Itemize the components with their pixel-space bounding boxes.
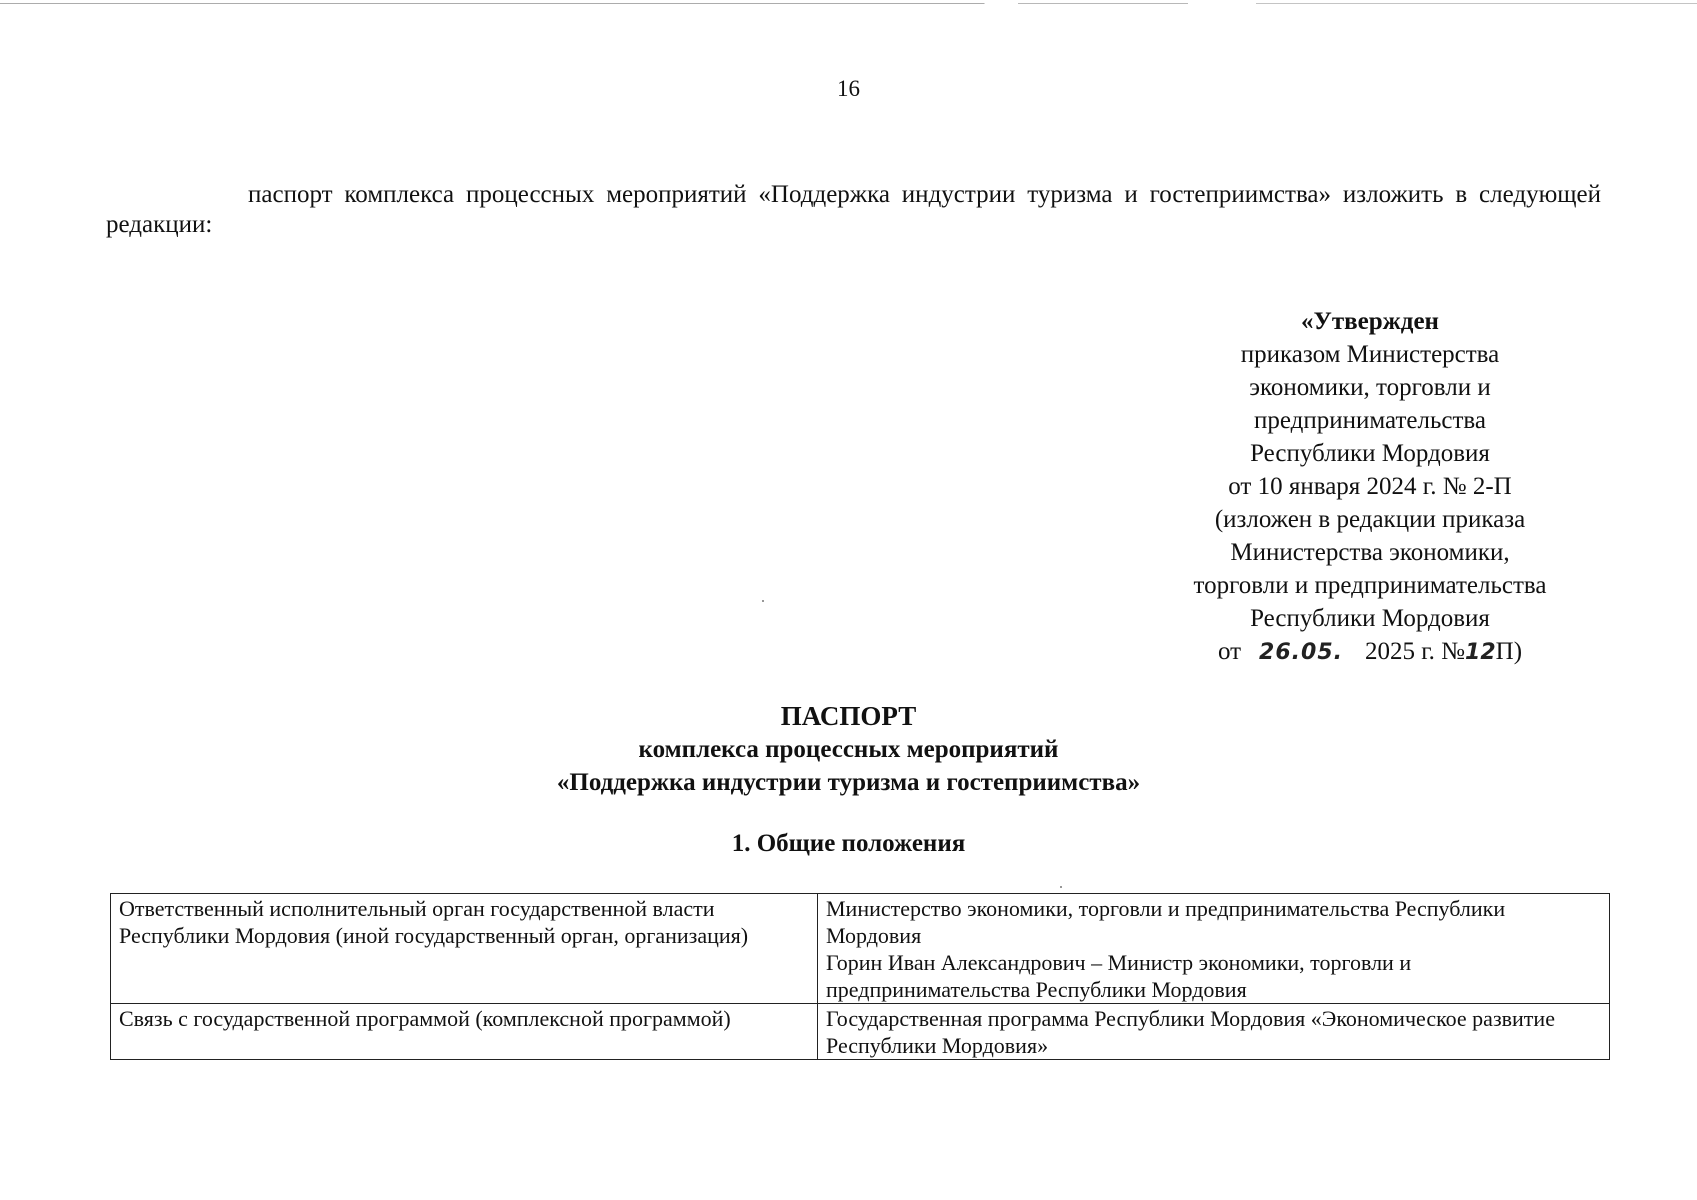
approval-line: экономики, торговли и: [1249, 374, 1491, 401]
approval-stamp-block: [1150, 305, 1590, 669]
approval-line: Министерства экономики,: [1230, 539, 1510, 566]
table-cell-value: [818, 1004, 1610, 1060]
scan-edge-line: [0, 3, 1697, 4]
page-number: 16: [837, 76, 860, 101]
approval-line: предпринимательства: [1254, 407, 1486, 434]
approval-line: Республики Мордовия: [1250, 605, 1490, 632]
approval-date-prefix: от: [1217, 638, 1242, 665]
approval-date-line: [1150, 635, 1590, 669]
approval-line: от 10 января 2024 г. № 2-П: [1228, 473, 1512, 500]
table-cell-value-line: Государственная программа Республики Мордовия «Экономическое развитие Республики Мордовия»: [826, 1006, 1555, 1058]
scan-speck: [762, 600, 764, 602]
document-title: ПАСПОРТ: [780, 701, 917, 731]
intro-paragraph: паспорт комплекса процессных мероприятий «Поддержка индустрии туризма и гостеприимства» изложить в следующей редакции:: [106, 181, 1601, 238]
approval-line: (изложен в редакции приказа: [1214, 506, 1526, 533]
scan-speck: [1060, 886, 1062, 888]
table-row: [111, 1004, 1610, 1060]
table-cell-label: Ответственный исполнительный орган государственной власти Республики Мордовия (иной государственный орган, организация): [111, 894, 818, 1004]
document-subtitle-name: «Поддержка индустрии туризма и гостеприимства»: [556, 769, 1141, 796]
document-subtitle: комплекса процессных мероприятий: [638, 736, 1059, 763]
approval-year-text: 2025 г. №: [1365, 638, 1466, 665]
section-heading: 1. Общие положения: [731, 830, 966, 857]
table-cell-value: [818, 894, 1610, 1004]
table-row: [111, 894, 1610, 1004]
handwritten-date: 26.05.: [1259, 640, 1343, 665]
table-cell-label: Связь с государственной программой (комплексной программой): [111, 1004, 818, 1060]
approval-line: Республики Мордовия: [1250, 440, 1490, 467]
approval-heading: «Утвержден: [1301, 308, 1439, 335]
approval-date-suffix: П): [1495, 638, 1523, 665]
approval-line: торговли и предпринимательства: [1193, 572, 1547, 599]
handwritten-order-number: 12: [1465, 640, 1496, 665]
table-cell-value-line: Министерство экономики, торговли и предпринимательства Республики Мордовия: [826, 896, 1506, 948]
general-provisions-table: [110, 893, 1610, 1060]
document-title-block: [0, 700, 1697, 799]
approval-line: приказом Министерства: [1240, 341, 1500, 368]
table-cell-value-line: Горин Иван Александрович – Министр экономики, торговли и предпринимательства Республики Мордовия: [826, 950, 1412, 1002]
